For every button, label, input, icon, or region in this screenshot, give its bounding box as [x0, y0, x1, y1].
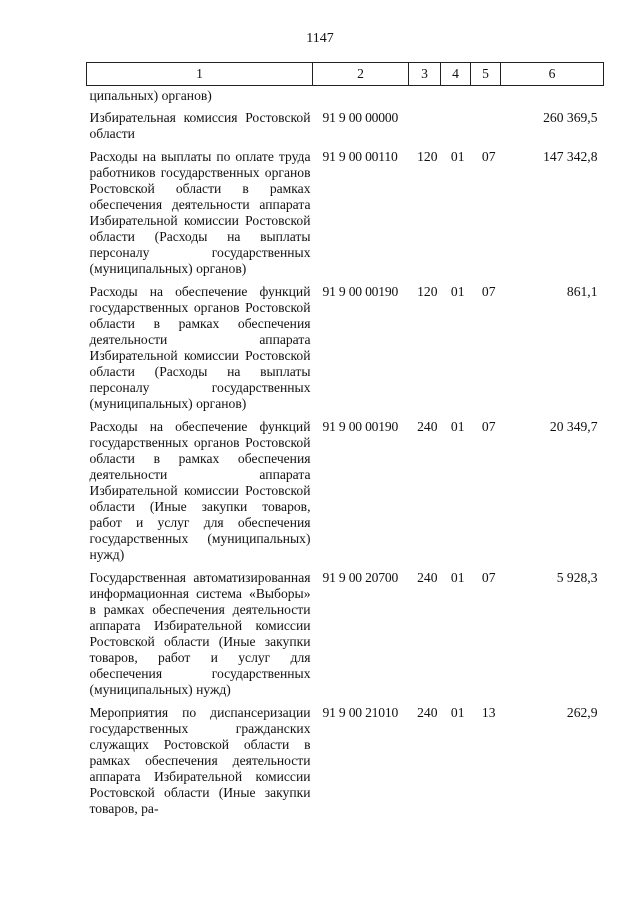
- row-section: 01: [450, 705, 465, 720]
- row-section: 01: [450, 284, 465, 299]
- row-amount: 262,9: [566, 705, 598, 720]
- column-number-header-row: [87, 63, 604, 86]
- row-description: Расходы на выплаты по оплате труда работников государственных органов Ростовской области в рамках обеспечения деятельности аппарата Избирательной комиссии Ростовской области (Расходы на выплаты персоналу государственных (муниципальных) органов): [89, 149, 311, 276]
- row-description: Государственная автоматизированная информационная система «Выборы» в рамках обеспечения деятельности аппарата Избирательной комиссии Ростовской области (Иные закупки товаров, работ и услуг для обеспечения государственных (муниципальных) нужд): [89, 570, 311, 697]
- row-section: 01: [450, 570, 465, 585]
- row-expense-type: 240: [417, 419, 438, 434]
- row-subsection: 07: [481, 149, 496, 164]
- row-expense-type: 120: [417, 284, 438, 299]
- table-row: [87, 705, 604, 824]
- column-header-subsection: 5: [471, 63, 501, 86]
- row-amount: 861,1: [566, 284, 598, 299]
- row-expense-type: [409, 86, 441, 111]
- table-row: [87, 110, 604, 149]
- row-target-code: [313, 86, 409, 111]
- row-target-code: 91 9 00 00190: [322, 284, 399, 299]
- table-row: [87, 86, 604, 111]
- table-row: [87, 149, 604, 284]
- row-expense-type: [409, 110, 441, 149]
- column-header-description: 1: [87, 63, 313, 86]
- row-amount: [501, 86, 604, 111]
- row-expense-type: 240: [417, 705, 438, 720]
- row-amount: 5 928,3: [556, 570, 598, 585]
- row-target-code: 91 9 00 21010: [322, 705, 399, 720]
- row-description: Расходы на обеспечение функций государственных органов Ростовской области в рамках обеспечения деятельности аппарата Избирательной комиссии Ростовской области (Расходы на выплаты персоналу государственных (муниципальных) органов): [89, 284, 311, 411]
- row-description: Расходы на обеспечение функций государственных органов Ростовской области в рамках обеспечения деятельности аппарата Избирательной комиссии Ростовской области (Иные закупки товаров, работ и услуг для обеспечения государственных (муниципальных) нужд): [89, 419, 311, 562]
- row-description: Избирательная комиссия Ростовской области: [89, 110, 311, 141]
- row-amount: 147 342,8: [543, 149, 598, 164]
- column-header-expense-type: 3: [409, 63, 441, 86]
- row-target-code: 91 9 00 00190: [322, 419, 399, 434]
- row-section: [441, 110, 471, 149]
- row-section: [441, 86, 471, 111]
- row-description: Мероприятия по диспансеризации государственных гражданских служащих Ростовской области в рамках обеспечения деятельности аппарата Избирательной комиссии Ростовской области (Иные закупки товаров, ра-: [89, 705, 311, 816]
- table-row: [87, 570, 604, 705]
- column-header-target-code: 2: [313, 63, 409, 86]
- row-section: 01: [450, 419, 465, 434]
- row-amount: 260 369,5: [543, 110, 598, 125]
- row-subsection: 07: [481, 570, 496, 585]
- page-number: 1147: [306, 31, 334, 46]
- row-subsection: [471, 110, 501, 149]
- row-target-code: 91 9 00 20700: [322, 570, 399, 585]
- budget-table: [86, 62, 604, 824]
- column-header-amount: 6: [501, 63, 604, 86]
- row-target-code: 91 9 00 00000: [322, 110, 399, 125]
- row-amount: 20 349,7: [549, 419, 598, 434]
- row-subsection: 07: [481, 419, 496, 434]
- table-row: [87, 284, 604, 419]
- row-subsection: 13: [481, 705, 496, 720]
- row-section: 01: [450, 149, 465, 164]
- row-subsection: [471, 86, 501, 111]
- table-row: [87, 419, 604, 570]
- column-header-section: 4: [441, 63, 471, 86]
- row-target-code: 91 9 00 00110: [322, 149, 398, 164]
- row-expense-type: 120: [417, 149, 438, 164]
- row-description: ципальных) органов): [89, 88, 212, 103]
- row-subsection: 07: [481, 284, 496, 299]
- row-expense-type: 240: [417, 570, 438, 585]
